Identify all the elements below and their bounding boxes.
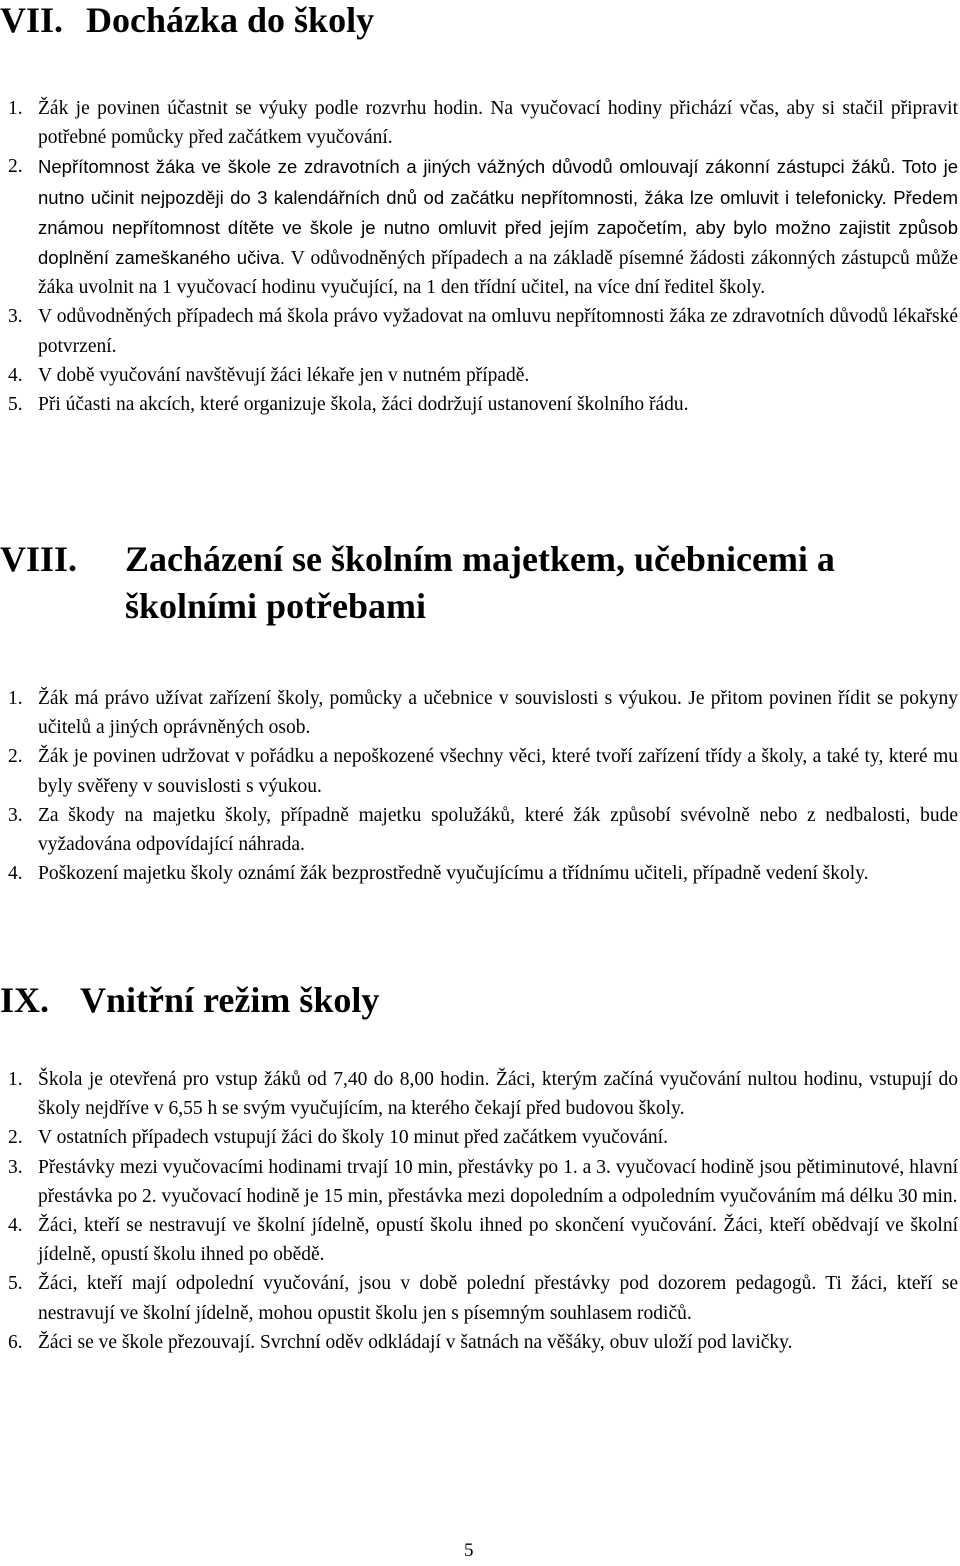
- item-text: Žák je povinen udržovat v pořádku a nepoškozené všechny věci, které tvoří zařízení třídy a školy, a také ty, které mu byly svěřeny v souvislosti s výukou.: [38, 746, 958, 797]
- item-text: Při účasti na akcích, které organizuje škola, žáci dodržují ustanovení školního řádu.: [38, 394, 689, 416]
- item-number: 1.: [8, 688, 23, 709]
- item-text: V odůvodněných případech a na základě písemné žádosti zákonných zástupců může žáka uvolnit na 1 vyučovací hodinu vyučující, na 1 den třídní učitel, na více dní ředitel školy.: [38, 248, 959, 299]
- item-text: Žáci se ve škole přezouvají. Svrchní oděv odkládají v šatnách na věšáky, obuv uloží pod lavičky.: [38, 1331, 793, 1353]
- item-number: 3.: [8, 1156, 23, 1178]
- section-title: Docházka do školy: [86, 0, 375, 40]
- item-text: Nepřítomnost žáka ve škole ze zdravotních a jiných vážných důvodů omlouvají zákonní zástupci žáků. Toto je nutno učinit nejpozději do 3 kalendářních dnů od začátku nepřítomnosti, žáka lze omluvit i telefonicky.: [38, 156, 958, 208]
- list-item: [0, 361, 958, 390]
- list-item: [0, 1123, 958, 1152]
- item-number: 5.: [8, 1273, 23, 1295]
- section-heading-vii: [0, 0, 374, 40]
- item-text: V odůvodněných případech má škola právo vyžadovat na omluvu nepřítomnosti žáka ze zdravotních důvodů lékařské potvrzení.: [38, 306, 958, 357]
- item-number: 2.: [8, 156, 23, 178]
- item-number: 3.: [8, 804, 23, 826]
- item-number: 5.: [8, 394, 23, 416]
- list-item: [0, 94, 958, 152]
- item-number: 1.: [8, 1069, 23, 1090]
- section-heading-ix: [0, 980, 379, 1020]
- item-number: 4.: [8, 364, 23, 386]
- section-vii-list: [0, 94, 958, 419]
- item-number: 2.: [8, 1127, 23, 1149]
- item-text: Žák je povinen účastnit se výuky podle rozvrhu hodin. Na vyučovací hodiny přichází včas, aby si stačil připravit potřebné pomůcky před začátkem vyučování.: [38, 98, 958, 149]
- item-text: Přestávky mezi vyučovacími hodinami trvají 10 min, přestávky po 1. a 3. vyučovací hodině jsou pětiminutové, hlavní přestávka po 2. vyučovací hodině je 15 min, přestávka mezi dopoledním a odpoledním vyučováním má délku 30 min.: [38, 1156, 958, 1207]
- page-number: 5: [464, 1540, 474, 1561]
- item-number: 4.: [8, 863, 23, 885]
- section-number: IX.: [0, 980, 50, 1020]
- list-item: [0, 742, 958, 800]
- section-ix-list: [0, 1065, 958, 1357]
- list-item: [0, 801, 958, 859]
- item-number: 1.: [8, 98, 23, 119]
- item-text: Žáci, kteří se nestravují ve školní jídelně, opustí školu ihned po skončení vyučování. Žáci, kteří obědvají ve školní jídelně, opustí školu ihned po obědě.: [38, 1215, 958, 1266]
- item-text: Poškození majetku školy oznámí žák bezprostředně vyučujícímu a třídnímu učiteli, případně vedení školy.: [38, 863, 869, 885]
- section-title: Vnitřní režim školy: [80, 980, 380, 1020]
- section-number: VII.: [0, 0, 64, 40]
- list-item: [0, 859, 958, 888]
- section-number: VIII.: [0, 539, 78, 579]
- list-item: [0, 152, 958, 302]
- list-item: [0, 1328, 958, 1357]
- item-text: Předem známou nepřítomnost dítěte ve škole je nutno omluvit před jejím započetím, aby bylo možno zajistit způsob doplnění zameškaného učiva.: [38, 186, 958, 269]
- item-number: 6.: [8, 1331, 23, 1353]
- list-item: [0, 1269, 958, 1327]
- item-text: V ostatních případech vstupují žáci do školy 10 minut před začátkem vyučování.: [38, 1127, 668, 1149]
- item-text: Za škody na majetku školy, případně majetku spolužáků, které žák způsobí svévolně nebo z nedbalosti, bude vyžadována odpovídající náhrada.: [38, 804, 958, 856]
- list-item: [0, 1211, 958, 1269]
- list-item: [0, 1153, 958, 1211]
- list-item: [0, 390, 958, 419]
- section-title: Zacházení se školním majetkem, učebnicemi a školními potřebami: [125, 539, 835, 626]
- section-viii-list: [0, 684, 958, 888]
- item-number: 3.: [8, 306, 23, 328]
- list-item: [0, 302, 958, 360]
- item-number: 2.: [8, 746, 23, 768]
- item-text: Žák má právo užívat zařízení školy, pomůcky a učebnice v souvislosti s výukou. Je přitom povinen řídit se pokyny učitelů a jiných oprávněných osob.: [38, 688, 958, 739]
- item-number: 4.: [8, 1215, 23, 1237]
- item-text: Škola je otevřená pro vstup žáků od 7,40 do 8,00 hodin. Žáci, kterým začíná vyučování nultou hodinu, vstupují do školy nejdříve v 6,55 h se svým vyučujícím, na kterého čekají před budovou školy.: [38, 1069, 958, 1120]
- item-text: V době vyučování navštěvují žáci lékaře jen v nutném případě.: [38, 364, 530, 386]
- item-text: Žáci, kteří mají odpolední vyučování, jsou v době polední přestávky pod dozorem pedagogů. Ti žáci, kteří se nestravují ve školní jídelně, mohou opustit školu jen s písemným souhlasem rodičů.: [38, 1273, 958, 1324]
- list-item: [0, 1065, 958, 1123]
- list-item: [0, 684, 958, 742]
